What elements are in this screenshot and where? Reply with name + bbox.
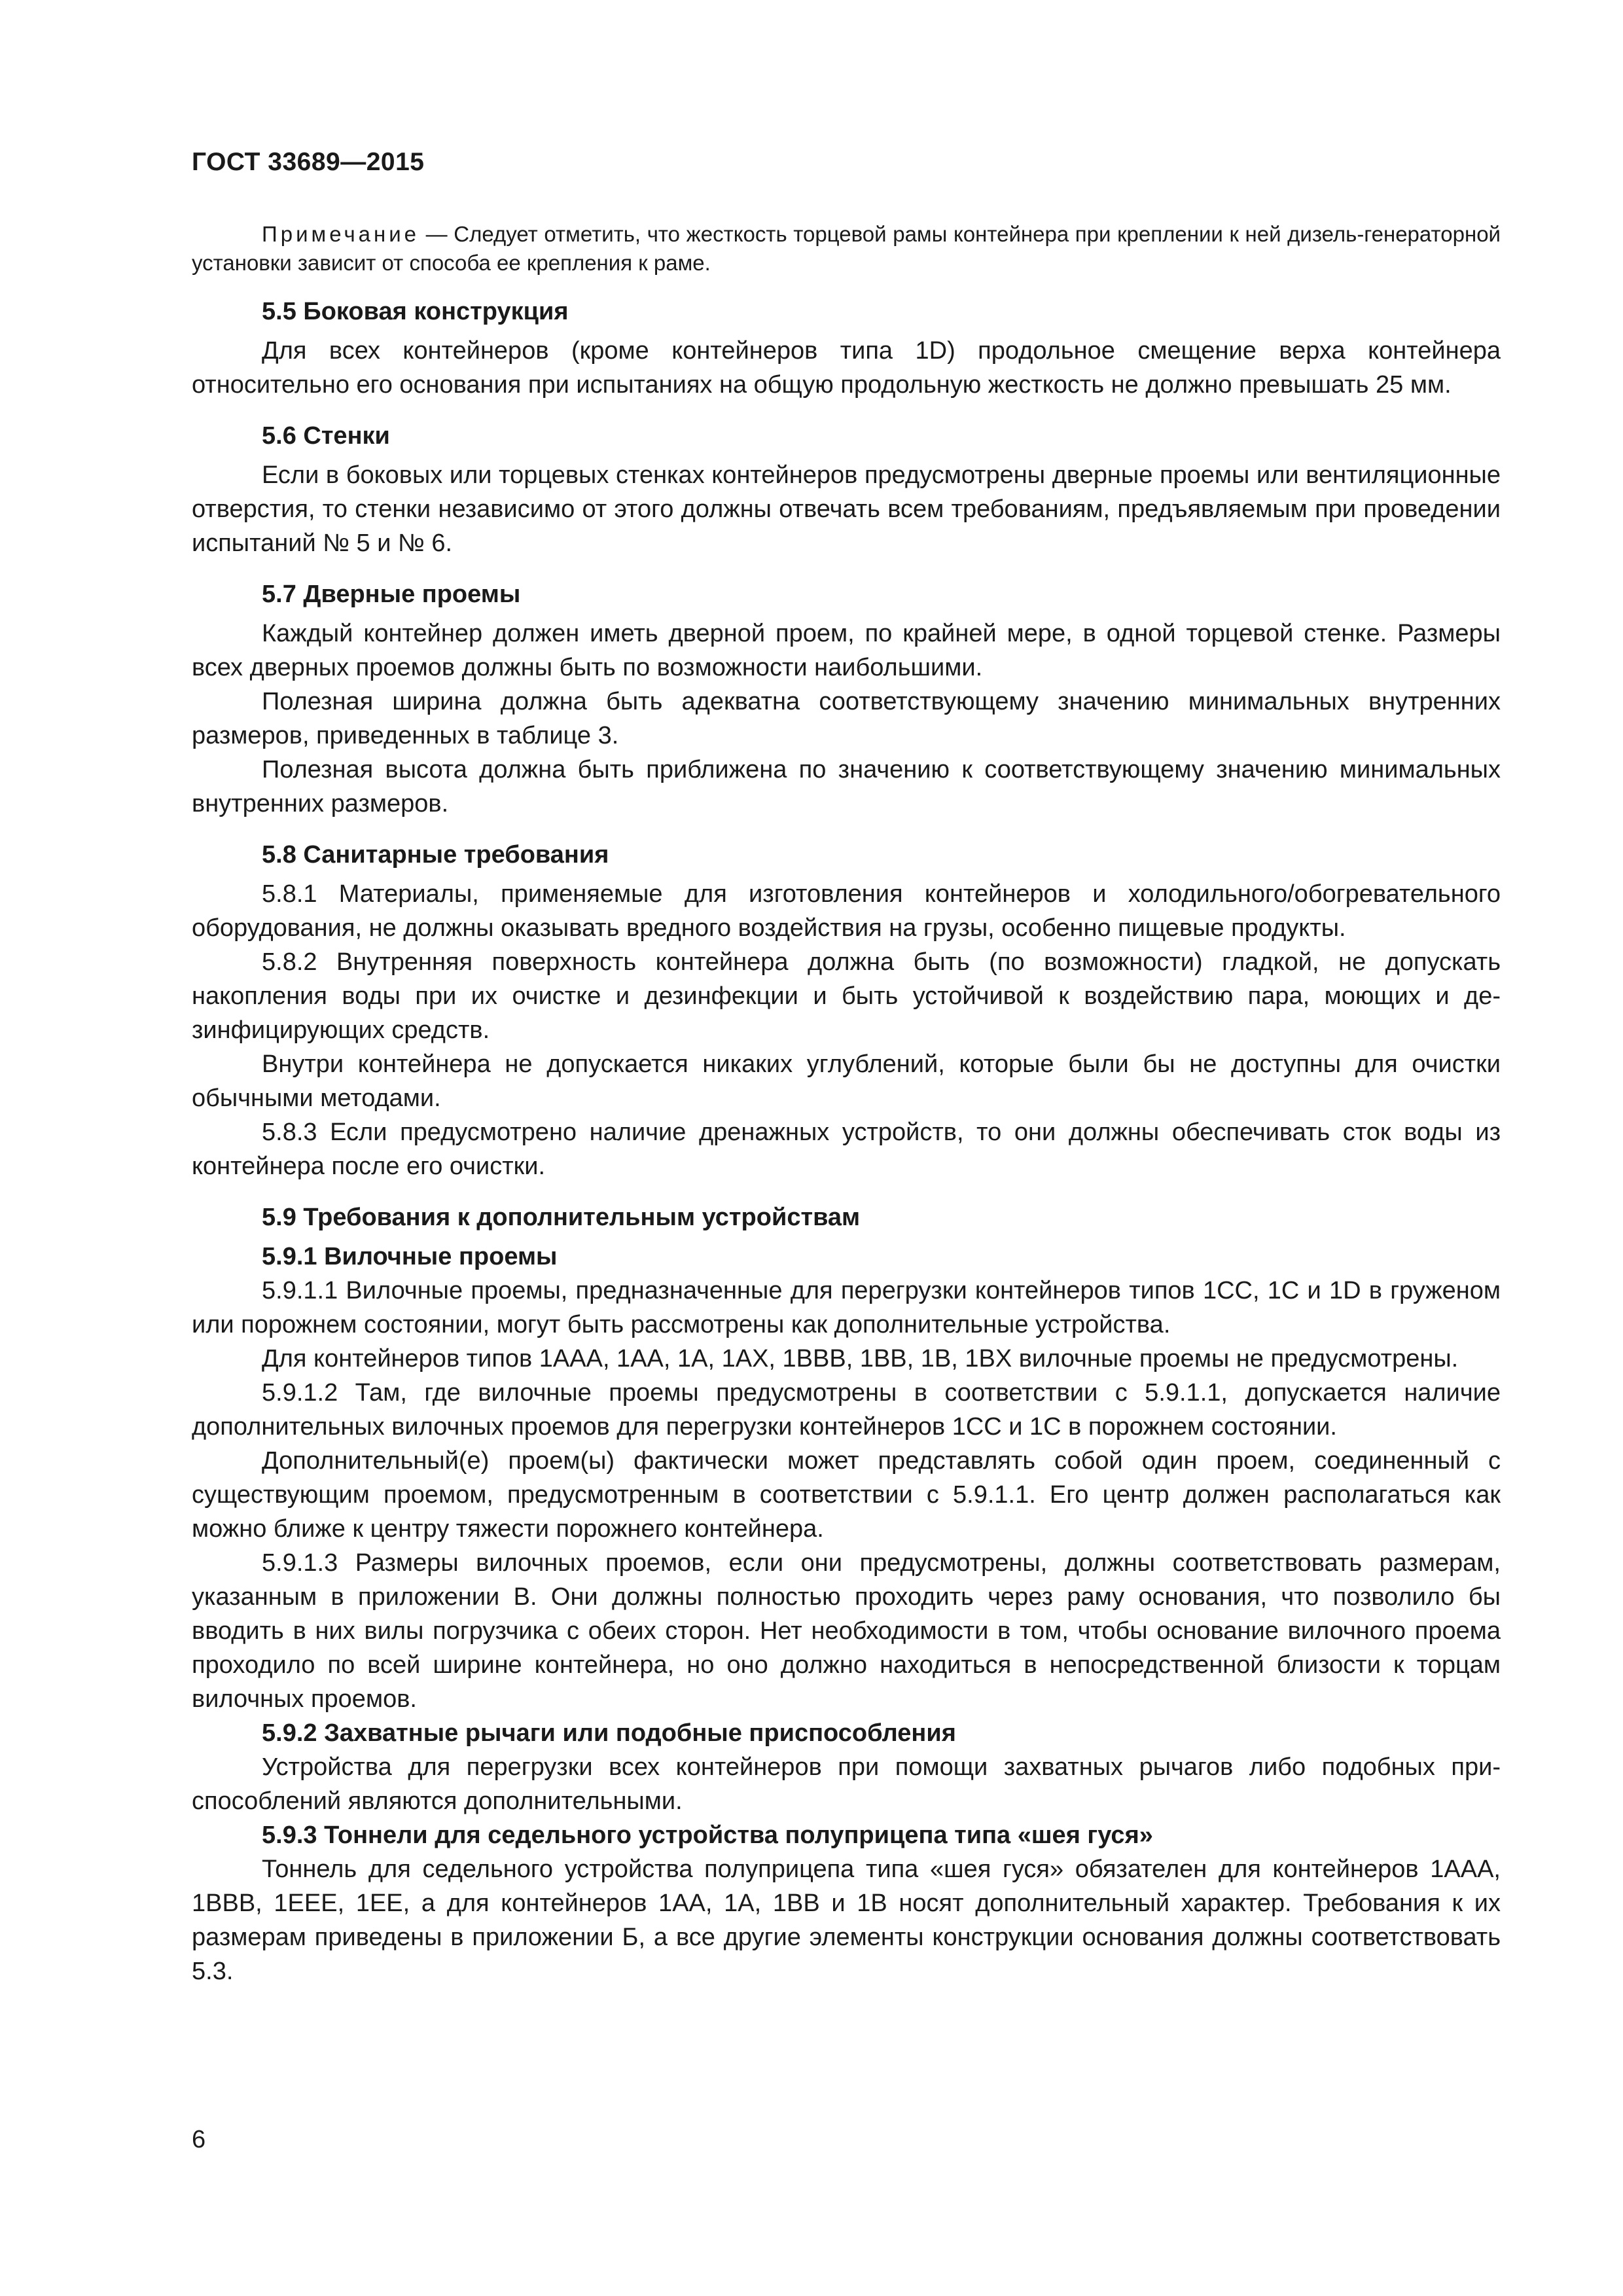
paragraph-5-9-1-2b: Дополнительный(е) проем(ы) фактически может представлять собой один проем, соединенный с существующим проемом, предусмотренным в соответствии с 5.9.1.1. Его центр должен располагаться как можно ближе к центру тяжести порожнего контейнера. — [192, 1447, 1501, 1543]
heading-5-9-3: 5.9.3 Тоннели для седельного устройства полуприцепа типа «шея гуся» — [262, 1821, 1153, 1849]
paragraph-5-8-4: 5.8.3 Если предусмотрено наличие дренажных устройств, то они должны обеспечивать сток воды из контейнера после его очистки. — [192, 1119, 1501, 1180]
heading-5-9-2: 5.9.2 Захватные рычаги или подобные приспособления — [262, 1719, 956, 1747]
heading-5-9: 5.9 Требования к дополнительным устройствам — [262, 1204, 861, 1231]
paragraph-5-8-1: 5.8.1 Материалы, применяемые для изготовления контейнеров и холодильного/обогревательного оборудования, не должны оказывать вредного воздействия на грузы, особенно пищевые продукты. — [192, 880, 1501, 942]
paragraph-5-5-1: Для всех контейнеров (кроме контейнеров типа 1D) продольное смещение верха контейнера относительно его основания при испытаниях на общую продольную жесткость не должно превышать 25 мм. — [192, 337, 1501, 399]
page-number: 6 — [192, 2126, 206, 2153]
paragraph-5-8-3: Внутри контейнера не допускается никаких углублений, которые были бы не доступны для очистки обычными методами. — [192, 1050, 1501, 1112]
heading-5-7: 5.7 Дверные проемы — [262, 581, 521, 608]
paragraph-5-6-1: Если в боковых или торцевых стенках контейнеров предусмотрены дверные проемы или вентиляционные отверстия, то стенки независимо от этого должны отвечать всем требованиям, предъявляемым при проведении испытаний № 5 и № 6. — [192, 461, 1501, 557]
heading-5-9-1: 5.9.1 Вилочные проемы — [262, 1243, 558, 1270]
paragraph-5-9-1-1: 5.9.1.1 Вилочные проемы, предназначенные для перегрузки контейнеров типов 1CC, 1C и 1D в груженом или порожнем состоянии, могут быть рассмотрены как дополнительные устройства. — [192, 1277, 1501, 1338]
paragraph-5-9-2: Устройства для перегрузки всех контейнеров при помощи захватных рычагов либо подобных приспособлений являются дополнительными. — [192, 1753, 1501, 1815]
note-label: Примечание — [262, 222, 420, 246]
heading-5-6: 5.6 Стенки — [262, 422, 390, 450]
paragraph-5-7-3: Полезная высота должна быть приближена по значению к соответствующему значению минимальных внутренних размеров. — [192, 756, 1501, 817]
paragraph-5-9-1-1b: Для контейнеров типов 1AAA, 1AA, 1A, 1AX, 1BBB, 1BB, 1B, 1BX вилочные проемы не предусмотрены. — [262, 1345, 1459, 1372]
paragraph-5-8-2: 5.8.2 Внутренняя поверхность контейнера должна быть (по возможности) гладкой, не допускать накопления воды при их очистке и дезинфекции и быть устойчивой к воздействию пара, моющих и дезинфицирующих средств. — [192, 948, 1501, 1044]
heading-5-5: 5.5 Боковая конструкция — [262, 298, 569, 325]
paragraph-5-9-1-3: 5.9.1.3 Размеры вилочных проемов, если они предусмотрены, должны соответствовать размерам, указанным в приложении В. Они должны полностью проходить через раму основания, что позволило бы вводить в них вилы погрузчика с обеих сторон. Нет необходимости в том, чтобы основание вилочного проема проходило по всей ширине контейнера, но оно должно находиться в непосредственной близости к торцам вилочных проемов. — [192, 1549, 1501, 1713]
paragraph-5-7-2: Полезная ширина должна быть адекватна соответствующему значению минимальных внутренних размеров, приведенных в таблице 3. — [192, 688, 1501, 749]
note-paragraph — [192, 220, 1501, 278]
heading-5-8: 5.8 Санитарные требования — [262, 841, 609, 869]
document-header: ГОСТ 33689—2015 — [192, 148, 425, 176]
note-text: — Следует отметить, что жесткость торцевой рамы контейнера при креплении к ней дизель-генераторной установки зависит от способа ее крепления к раме. — [192, 222, 1501, 275]
paragraph-5-9-1-2: 5.9.1.2 Там, где вилочные проемы предусмотрены в соответствии с 5.9.1.1, допускается наличие дополнительных вилочных проемов для перегрузки контейнеров 1CC и 1C в порожнем состоянии. — [192, 1379, 1501, 1441]
paragraph-5-9-3: Тоннель для седельного устройства полуприцепа типа «шея гуся» обязателен для контейнеров 1AAA, 1BBB, 1EEE, 1EE, а для контейнеров 1AA, 1A, 1BB и 1B носят дополнительный характер. Требования к их размерам приведены в приложении Б, а все другие элементы конструкции основания должны соответствовать 5.3. — [192, 1856, 1501, 1985]
document-body — [192, 220, 1501, 1988]
paragraph-5-7-1: Каждый контейнер должен иметь дверной проем, по крайней мере, в одной торцевой стенке. Размеры всех дверных проемов должны быть по возможности наибольшими. — [192, 620, 1501, 681]
document-page — [192, 0, 1501, 2296]
